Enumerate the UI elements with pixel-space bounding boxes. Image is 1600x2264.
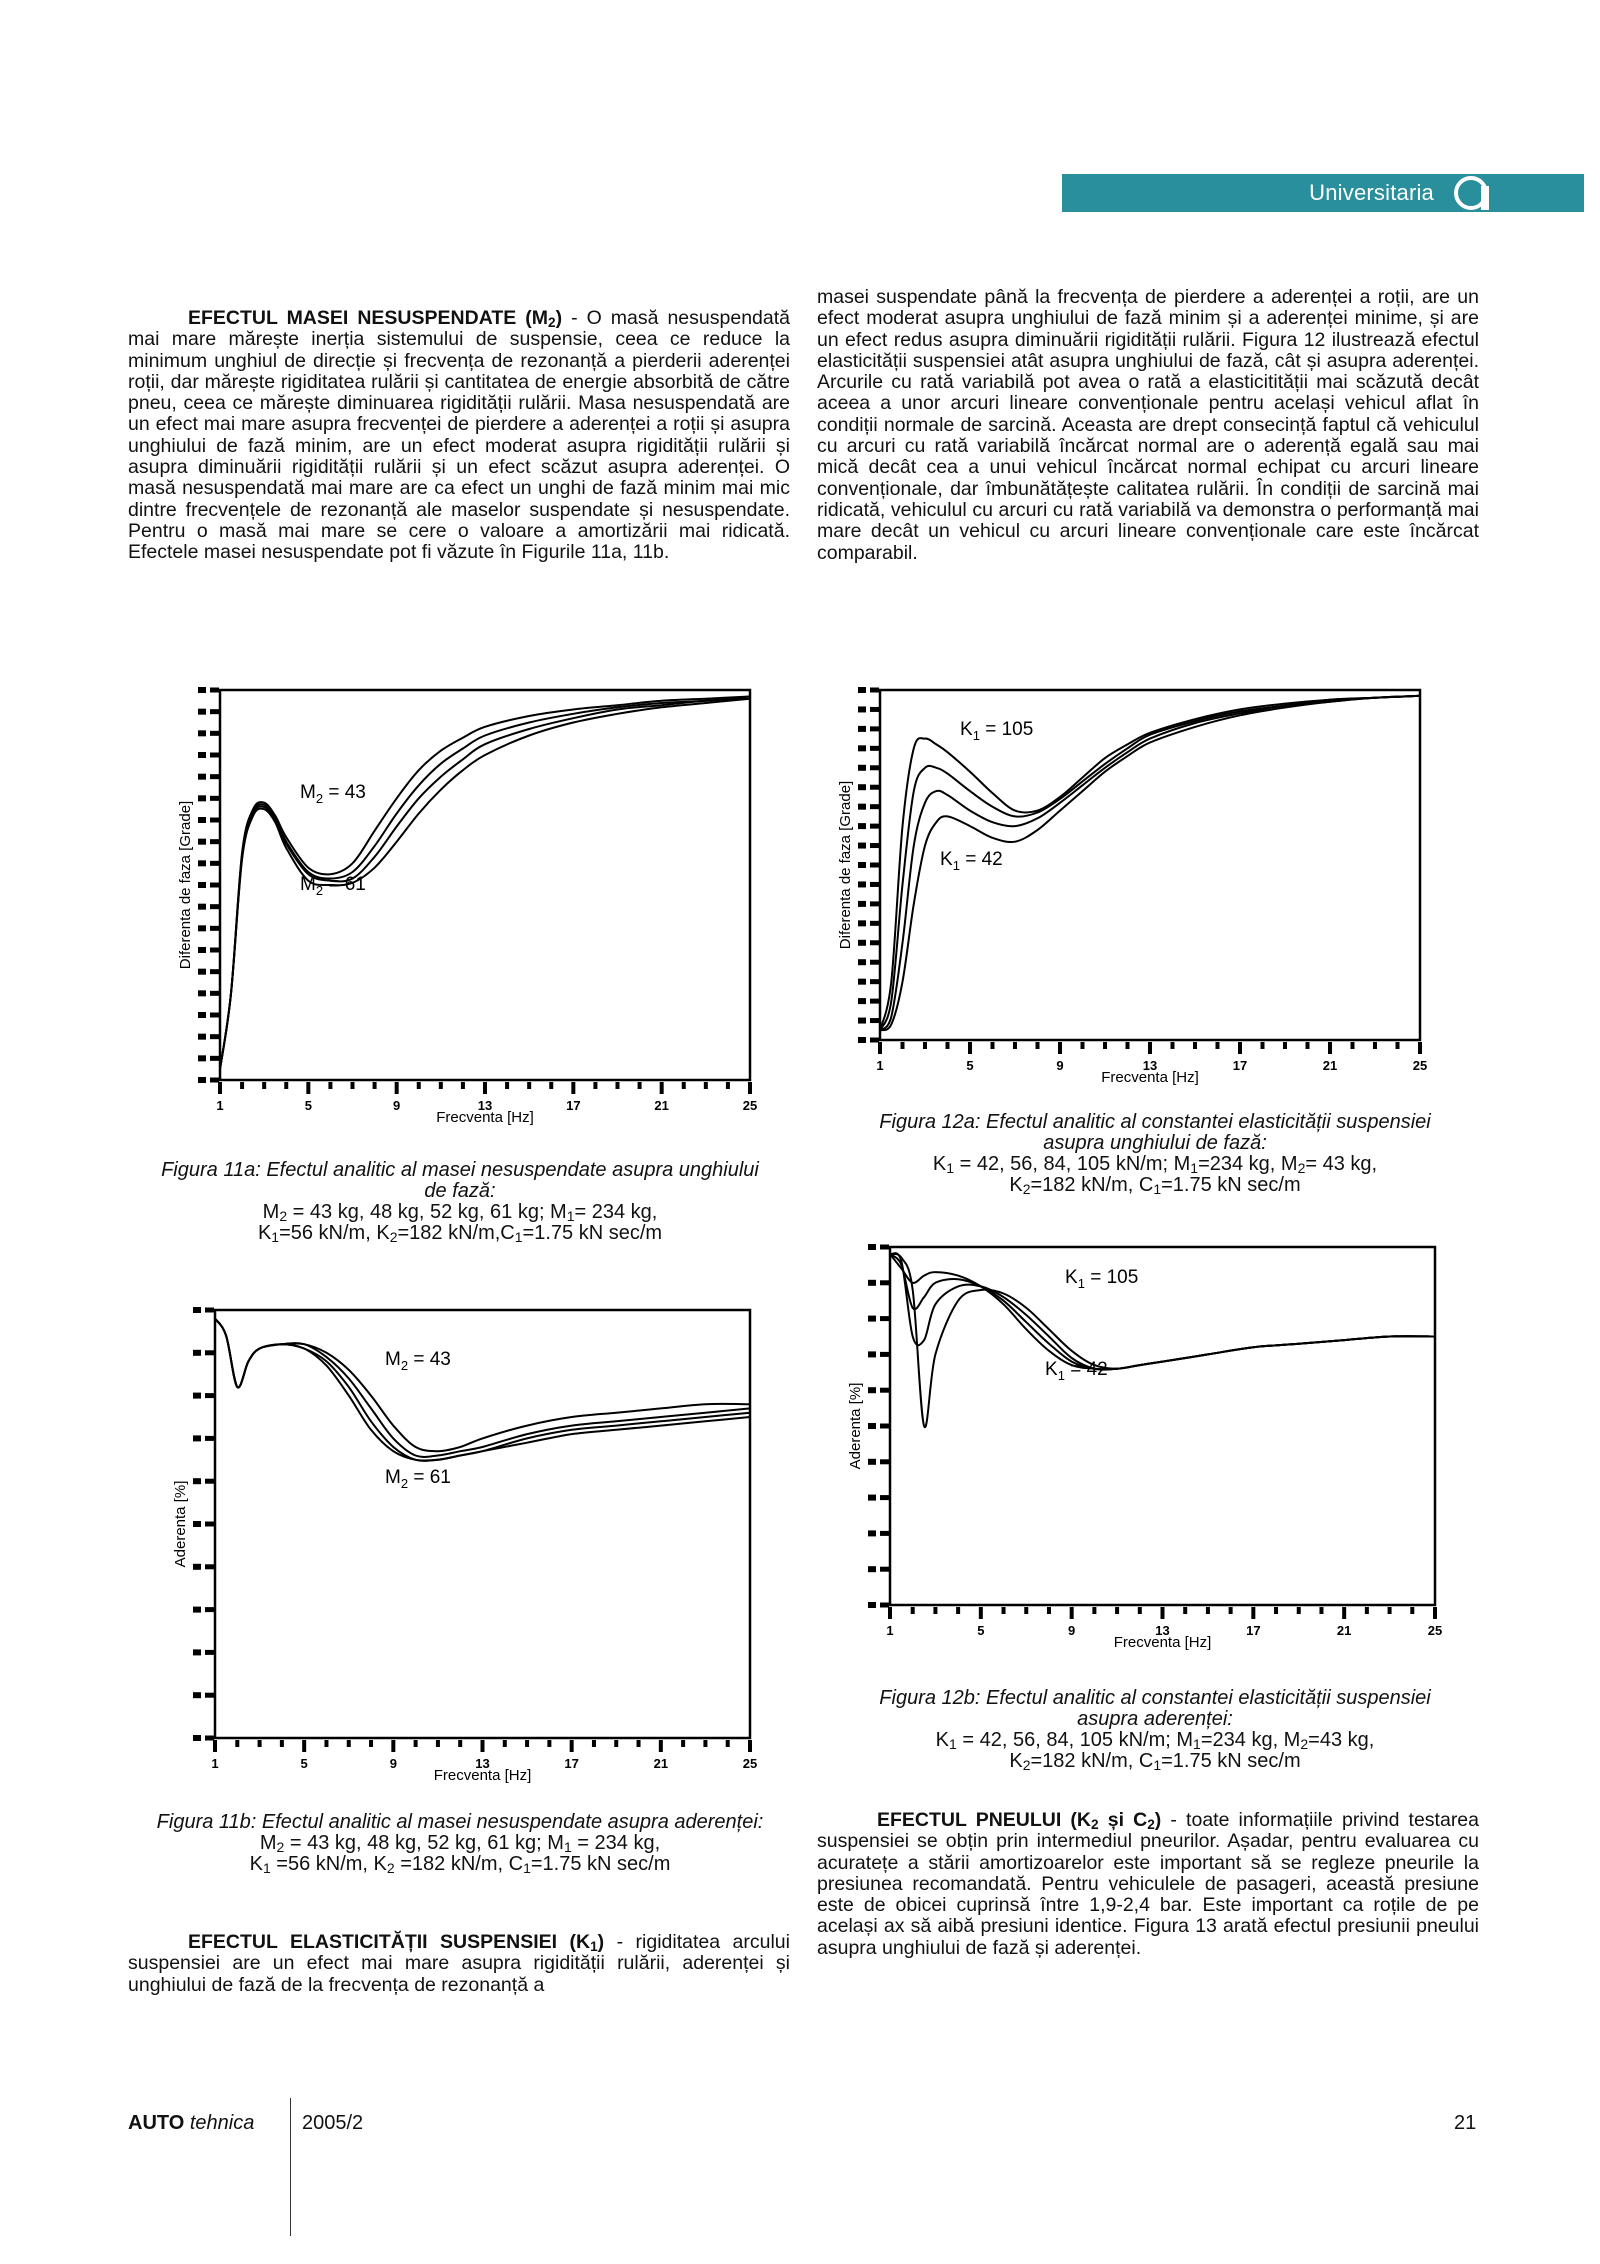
x-tick	[547, 1740, 551, 1747]
x-tick	[1206, 1607, 1210, 1614]
x-tick-label: 1	[876, 1058, 884, 1073]
x-tick	[592, 1740, 596, 1747]
heading-spring-stiffness: EFECTUL ELASTICITĂȚII SUSPENSIEI $(K_1)$	[188, 1931, 605, 1954]
paragraph: - O masă nesuspendată mai mare mărește inerția sistemului de suspensie, ceea ce reduce la minimum unghiul de direcție și frecvența de rezonanță a pierderii aderenței roții, dar mărește rigiditatea rulării și cantitatea de energie absorbită de către pneu, ceea ce mărește diminuarea rigidității rulării. Masa nesuspendată are un efect mai mare asupra frecvenței de pierdere a aderenței a roții și asupra unghiului de fază minim, are un efect moderat asupra rigidității rulării și asupra diminuării rigidității rulării și un efect scăzut asupra aderenței. O masă nesuspendată mai mare are ca efect un unghi de fază minim mai mic dintre frecvențele de rezonanță ale maselor suspendate și nesuspendate. Pentru o masă mai mare se cere o valoare a amortizării mai ridicată. Efectele masei nesuspendate pot fi văzute în Figurile 11a, 11b.	[128, 307, 790, 564]
y-tick	[870, 979, 879, 984]
x-tick	[1410, 1607, 1414, 1614]
y-tick	[870, 746, 879, 751]
y-tick	[210, 839, 219, 844]
x-tick	[682, 1082, 686, 1089]
x-tick-label: 25	[742, 1756, 758, 1771]
y-tick-label	[858, 1018, 866, 1024]
y-tick	[210, 883, 219, 888]
y-tick	[870, 901, 879, 906]
y-tick-label	[198, 774, 206, 780]
x-tick	[1103, 1042, 1107, 1049]
x-tick	[571, 1082, 575, 1094]
x-tick	[888, 1607, 892, 1619]
y-tick	[210, 731, 219, 736]
y-tick	[870, 921, 879, 926]
x-tick	[901, 1042, 905, 1049]
y-tick-label	[858, 881, 866, 887]
x-axis-label: Frecventa [Hz]	[433, 1767, 532, 1784]
x-tick	[436, 1740, 440, 1747]
y-tick-label	[193, 1649, 201, 1655]
y-tick	[210, 991, 219, 996]
x-tick	[414, 1740, 418, 1747]
y-tick-label	[198, 925, 206, 931]
x-tick	[1193, 1042, 1197, 1049]
x-tick	[549, 1082, 553, 1089]
x-tick-label: 5	[300, 1756, 308, 1771]
x-tick	[505, 1082, 509, 1089]
x-tick	[956, 1607, 960, 1614]
y-axis-label: Diferenta de faza [Grade]	[177, 800, 194, 970]
curve-annotation: $K_1 = 105$	[1065, 1267, 1139, 1291]
y-tick	[205, 1308, 214, 1313]
footer-journal: AUTO tehnica	[128, 2112, 255, 2134]
y-tick-label	[193, 1393, 201, 1399]
x-tick	[748, 1740, 752, 1752]
y-tick	[210, 904, 219, 909]
x-tick-label: 25	[1412, 1058, 1428, 1073]
y-tick-label	[193, 1607, 201, 1613]
plot-frame	[215, 1310, 750, 1738]
series-line	[215, 1319, 750, 1452]
y-tick	[880, 1388, 889, 1393]
y-tick-label	[858, 823, 866, 829]
y-tick-label	[858, 920, 866, 926]
y-tick-label	[868, 1530, 876, 1536]
x-tick	[616, 1082, 620, 1089]
y-tick	[880, 1495, 889, 1500]
x-tick	[1261, 1042, 1265, 1049]
y-tick-label	[198, 860, 206, 866]
x-tick	[1036, 1042, 1040, 1049]
curve-annotation: $M_2 = 43$	[385, 1349, 451, 1373]
y-tick	[210, 753, 219, 758]
y-tick	[870, 863, 879, 868]
x-tick	[1319, 1607, 1323, 1614]
x-tick	[1126, 1042, 1130, 1049]
y-tick-label	[858, 862, 866, 868]
y-tick	[210, 688, 219, 693]
series-line	[890, 1253, 1435, 1370]
x-tick	[1115, 1607, 1119, 1614]
y-tick-label	[858, 706, 866, 712]
x-tick-label: 5	[977, 1623, 985, 1638]
y-tick	[205, 1393, 214, 1398]
x-tick	[637, 1740, 641, 1747]
x-tick	[1297, 1607, 1301, 1614]
x-tick	[1433, 1607, 1437, 1619]
y-tick	[205, 1564, 214, 1569]
y-tick	[870, 882, 879, 887]
y-tick-label	[198, 839, 206, 845]
y-axis-label: Aderenta [%]	[172, 1480, 189, 1568]
y-tick	[210, 1056, 219, 1061]
header-bar	[1062, 174, 1584, 212]
section-unsprung-mass	[128, 308, 790, 564]
x-tick	[235, 1740, 239, 1747]
y-tick	[210, 1078, 219, 1083]
x-tick	[347, 1740, 351, 1747]
x-tick	[659, 1740, 663, 1752]
series-line	[890, 1254, 1435, 1427]
y-tick-label	[198, 730, 206, 736]
y-tick-label	[193, 1521, 201, 1527]
y-tick-label	[868, 1459, 876, 1465]
chart-fig12b	[835, 1235, 1445, 1651]
x-tick	[1002, 1607, 1006, 1614]
x-tick	[1183, 1607, 1187, 1614]
x-tick	[878, 1042, 882, 1054]
y-tick	[205, 1436, 214, 1441]
y-tick-label	[193, 1735, 201, 1741]
x-tick	[1070, 1607, 1074, 1619]
x-tick	[439, 1082, 443, 1089]
x-tick	[527, 1082, 531, 1089]
x-tick	[417, 1082, 421, 1089]
y-tick-label	[858, 979, 866, 985]
y-tick	[210, 709, 219, 714]
y-tick	[205, 1607, 214, 1612]
x-tick	[1238, 1042, 1242, 1054]
x-tick	[373, 1082, 377, 1089]
y-tick-label	[868, 1316, 876, 1322]
curve-annotation: $M_2 = 61$	[385, 1467, 451, 1491]
y-tick-label	[198, 817, 206, 823]
y-tick-label	[868, 1387, 876, 1393]
y-tick-label	[868, 1566, 876, 1572]
y-tick	[870, 824, 879, 829]
x-tick	[240, 1082, 244, 1089]
x-tick	[1058, 1042, 1062, 1054]
x-tick-label: 13	[1155, 1623, 1170, 1638]
caption-fig12a: Figura 12a: Efectul analitic al constantei elasticității suspensiei asupra unghiului de fază: $K_1 = 42$, 56, 84, 105 kN/m; $M_1=234$ kg, $M_2= 43$ kg, $K_2=182$ kN/m, $C_1=1.75$ kN sec/m	[879, 1111, 1431, 1197]
y-tick	[210, 818, 219, 823]
curve-annotation: $M_2 = 43$	[300, 782, 366, 806]
x-tick-label: 17	[566, 1098, 581, 1113]
x-tick	[284, 1082, 288, 1089]
y-tick-label	[198, 795, 206, 801]
y-tick	[205, 1479, 214, 1484]
x-tick	[1306, 1042, 1310, 1049]
y-tick	[210, 969, 219, 974]
x-tick	[503, 1740, 507, 1747]
x-tick	[570, 1740, 574, 1752]
x-tick-label: 21	[1336, 1623, 1352, 1638]
x-tick	[946, 1042, 950, 1049]
y-tick-label	[868, 1351, 876, 1357]
y-tick	[880, 1245, 889, 1250]
x-tick-label: 17	[564, 1756, 579, 1771]
y-tick	[870, 688, 879, 693]
y-tick	[870, 940, 879, 945]
footer-page-number: 21	[1454, 2112, 1477, 2134]
y-tick	[870, 1018, 879, 1023]
y-tick-label	[198, 1034, 206, 1040]
y-tick	[205, 1650, 214, 1655]
y-tick	[880, 1459, 889, 1464]
section-tyre-effect	[817, 1810, 1479, 1959]
y-tick-label	[858, 940, 866, 946]
x-tick-label: 17	[1232, 1058, 1248, 1073]
x-tick	[703, 1740, 707, 1747]
y-tick	[880, 1567, 889, 1572]
y-tick-label	[868, 1495, 876, 1501]
x-tick-label: 1	[216, 1098, 224, 1113]
y-tick	[210, 796, 219, 801]
series-line	[215, 1319, 750, 1461]
x-tick	[1229, 1607, 1233, 1614]
x-tick	[1171, 1042, 1175, 1049]
curve-annotation: $K_1 = 105$	[960, 719, 1034, 743]
curve-annotation: $K_1 = 42$	[1045, 1359, 1108, 1383]
y-tick-label	[193, 1307, 201, 1313]
y-tick-label	[868, 1244, 876, 1250]
y-tick-label	[198, 1077, 206, 1083]
x-tick-label: 13	[475, 1756, 490, 1771]
y-tick-label	[198, 947, 206, 953]
x-tick	[638, 1082, 642, 1089]
y-tick-label	[858, 1037, 866, 1043]
x-tick	[483, 1082, 487, 1094]
x-tick-label: 13	[1142, 1058, 1158, 1073]
y-tick	[870, 707, 879, 712]
x-tick-label: 1	[886, 1623, 894, 1638]
x-tick	[1396, 1042, 1400, 1049]
x-tick-label: 5	[966, 1058, 974, 1073]
section-continued	[817, 287, 1479, 564]
y-tick-label	[858, 804, 866, 810]
y-tick	[870, 765, 879, 770]
x-tick-label: 21	[1322, 1058, 1338, 1073]
x-tick	[324, 1740, 328, 1747]
x-tick	[258, 1740, 262, 1747]
paragraph: masei suspendate până la frecvența de pierdere a aderenței a roții, are un efect moderat asupra unghiului de fază minim și a aderenței minime, și are un efect redus asupra diminuării rigidității rulării. Figura 12 ilustrează efectul elasticității suspensiei atât asupra unghiului de fază, cât și asupra aderenței. Arcurile cu rată variabilă pot avea o rată a elasticitității mai scăzută decât aceea a unor arcuri lineare convenționale pentru același vehicul aflat în condiții normale de sarcină. Aceasta are drept consecință faptul că vehiculul cu arcuri cu rată variabilă încărcat normal are o aderență egală sau mai mică decât cea a unui vehicul încărcat normal echipat cu arcuri lineare convenționale, dar îmbunătățește calitatea rulării. În condiții de sarcină mai ridicată, vehiculul cu arcuri cu rată variabilă va demonstra o performanță mai mare decât un vehicul cu arcuri lineare convenționale care este încărcat comparabil.	[817, 286, 1479, 564]
x-axis-label: Frecventa [Hz]	[1101, 1069, 1199, 1086]
y-tick	[870, 804, 879, 809]
y-tick-label	[858, 784, 866, 790]
y-tick	[880, 1603, 889, 1608]
y-tick-label	[858, 745, 866, 751]
y-tick-label	[193, 1350, 201, 1356]
y-tick	[880, 1424, 889, 1429]
x-tick	[1328, 1042, 1332, 1054]
y-tick-label	[858, 765, 866, 771]
x-tick	[213, 1740, 217, 1752]
y-tick	[205, 1736, 214, 1741]
y-tick-label	[198, 969, 206, 975]
paragraph: - rigiditatea arcului suspensiei are un efect mai mare asupra rigidității rulării, aderenței și unghiului de fază de la frecvența de rezonanță a	[128, 1931, 790, 1996]
x-tick	[923, 1042, 927, 1049]
y-tick-label	[858, 687, 866, 693]
x-tick	[726, 1740, 730, 1747]
x-tick-label: 21	[654, 1098, 669, 1113]
series-line	[215, 1319, 750, 1457]
x-tick	[1081, 1042, 1085, 1049]
x-tick	[1138, 1607, 1142, 1614]
x-tick	[726, 1082, 730, 1089]
x-tick	[1351, 1042, 1355, 1049]
x-tick	[481, 1740, 485, 1752]
y-tick-label	[198, 1012, 206, 1018]
y-tick	[210, 1034, 219, 1039]
x-tick	[262, 1082, 266, 1089]
plot-frame	[890, 1247, 1435, 1605]
x-tick	[461, 1082, 465, 1089]
section-spring-stiffness	[128, 1932, 790, 1996]
x-tick	[911, 1607, 915, 1614]
y-tick	[210, 861, 219, 866]
x-tick-label: 9	[1056, 1058, 1064, 1073]
y-tick-label	[858, 901, 866, 907]
x-tick	[458, 1740, 462, 1747]
y-tick-label	[858, 959, 866, 965]
x-tick	[218, 1082, 222, 1094]
y-tick	[210, 948, 219, 953]
footer-divider	[290, 2098, 291, 2236]
y-tick-label	[198, 752, 206, 758]
x-tick	[681, 1740, 685, 1747]
heading-unsprung-mass: EFECTUL MASEI NESUSPENDATE $(M_2)$	[188, 307, 563, 330]
y-tick-label	[858, 998, 866, 1004]
y-tick	[870, 785, 879, 790]
chart-fig12a	[825, 680, 1430, 1086]
x-tick	[979, 1607, 983, 1619]
chart-fig11a	[155, 680, 760, 1125]
y-tick	[210, 774, 219, 779]
y-tick-label	[193, 1692, 201, 1698]
footer-issue: 2005/2	[302, 2112, 364, 2134]
x-tick	[1251, 1607, 1255, 1619]
y-tick	[210, 1013, 219, 1018]
x-axis-label: Frecventa [Hz]	[436, 1109, 534, 1126]
caption-fig11b: Figura 11b: Efectul analitic al masei nesuspendate asupra aderenței: $M_2 = 43$ kg, 48 kg, 52 kg, 61 kg; $M_1 = 234$ kg, $K_1 =56$ kN/m, $K_2 =182$ kN/m, $C_1=1.75$ kN sec/m	[156, 1811, 764, 1876]
caption-fig11a: Figura 11a: Efectul analitic al masei nesuspendate asupra unghiului de fază: $M_2 = 43$ kg, 48 kg, 52 kg, 61 kg; $M_1= 234$ kg, $K_1=56$ kN/m, $K_2=182$ $kN/m,C_1=1.75$ kN sec/m	[161, 1159, 759, 1245]
y-tick	[205, 1693, 214, 1698]
x-tick-label: 1	[211, 1756, 219, 1771]
x-tick	[1373, 1042, 1377, 1049]
x-tick-label: 9	[393, 1098, 401, 1113]
x-tick	[351, 1082, 355, 1089]
y-tick-label	[868, 1602, 876, 1608]
x-tick	[328, 1082, 332, 1089]
y-tick	[870, 999, 879, 1004]
x-tick	[704, 1082, 708, 1089]
x-tick	[748, 1082, 752, 1094]
y-tick-label	[868, 1280, 876, 1286]
y-tick-label	[198, 904, 206, 910]
x-tick	[991, 1042, 995, 1049]
y-tick-label	[193, 1478, 201, 1484]
y-tick-label	[193, 1435, 201, 1441]
x-tick-label: 9	[389, 1756, 397, 1771]
x-tick-label: 25	[742, 1098, 758, 1113]
brand-name: Universitaria	[1309, 180, 1434, 205]
y-tick-label	[198, 990, 206, 996]
x-axis-label: Frecventa [Hz]	[1113, 1634, 1212, 1651]
x-tick	[395, 1082, 399, 1094]
y-axis-label: Aderenta [%]	[847, 1382, 864, 1470]
y-tick-label	[198, 687, 206, 693]
x-tick-label: 13	[477, 1098, 493, 1113]
x-tick	[280, 1740, 284, 1747]
x-tick	[1342, 1607, 1346, 1619]
curve-annotation: $M_2 = 61$	[300, 874, 366, 898]
y-tick-label	[858, 843, 866, 849]
series-line	[890, 1254, 1435, 1369]
x-tick-label: 9	[1068, 1623, 1076, 1638]
paragraph: - toate informațiile privind testarea suspensiei se obțin prin intermediul pneurilor. Așadar, pentru evaluarea cu acuratețe a stării amortizoarelor este important să se regleze pneurile la presiunea recomandată. Pentru vehiculele de pasageri, această presiune este de obicei cuprinsă între 1,9-2,4 bar. Este important ca roțile de pe același ax să aibă presiuni identice. Figura 13 arată efectul presiunii pneului asupra unghiului de fază și aderenței.	[817, 1809, 1480, 1959]
y-tick-label	[198, 882, 206, 888]
x-tick	[1047, 1607, 1051, 1614]
x-tick	[1148, 1042, 1152, 1054]
universitaria-logo-icon	[1454, 176, 1488, 210]
x-tick	[1216, 1042, 1220, 1049]
y-tick	[870, 960, 879, 965]
x-tick	[933, 1607, 937, 1614]
y-tick	[870, 1038, 879, 1043]
heading-tyre-effect: EFECTUL PNEULUI ($K_2$ și $C_2$)	[877, 1809, 1162, 1832]
x-tick	[1092, 1607, 1096, 1614]
x-tick-label: 17	[1246, 1623, 1261, 1638]
y-tick	[880, 1280, 889, 1285]
x-tick	[306, 1082, 310, 1094]
x-tick	[1024, 1607, 1028, 1614]
y-tick-label	[198, 1055, 206, 1061]
x-tick	[1161, 1607, 1165, 1619]
y-tick	[880, 1352, 889, 1357]
x-tick	[525, 1740, 529, 1747]
y-tick	[210, 926, 219, 931]
x-tick	[1013, 1042, 1017, 1049]
y-tick	[880, 1316, 889, 1321]
x-tick-label: 5	[304, 1098, 312, 1113]
x-tick	[1388, 1607, 1392, 1614]
x-tick	[1283, 1042, 1287, 1049]
x-tick	[660, 1082, 664, 1094]
chart-fig11b	[160, 1298, 760, 1788]
x-tick	[593, 1082, 597, 1089]
x-tick	[1274, 1607, 1278, 1614]
y-tick-label	[198, 709, 206, 715]
y-tick-label	[868, 1423, 876, 1429]
y-axis-label: Diferenta de faza [Grade]	[837, 780, 854, 950]
x-tick	[391, 1740, 395, 1752]
y-tick-label	[858, 726, 866, 732]
y-tick	[205, 1522, 214, 1527]
x-tick	[1365, 1607, 1369, 1614]
x-tick	[1418, 1042, 1422, 1054]
y-tick	[870, 843, 879, 848]
y-tick	[205, 1350, 214, 1355]
x-tick-label: 21	[653, 1756, 669, 1771]
x-tick	[369, 1740, 373, 1747]
y-tick	[880, 1531, 889, 1536]
x-tick	[302, 1740, 306, 1752]
y-tick-label	[193, 1564, 201, 1570]
caption-fig12b: Figura 12b: Efectul analitic al constantei elasticității suspensiei asupra aderenței: $K_1 = 42$, 56, 84, 105 kN/m; $M_1=234$ kg, $M_2=43$ kg, $K_2=182$ kN/m, $C_1=1.75$ kN sec/m	[879, 1687, 1431, 1773]
series-line	[890, 1254, 1435, 1369]
curve-annotation: $K_1 = 42$	[940, 849, 1003, 873]
x-tick	[614, 1740, 618, 1747]
y-tick	[870, 726, 879, 731]
x-tick	[968, 1042, 972, 1054]
x-tick-label: 25	[1427, 1623, 1443, 1638]
